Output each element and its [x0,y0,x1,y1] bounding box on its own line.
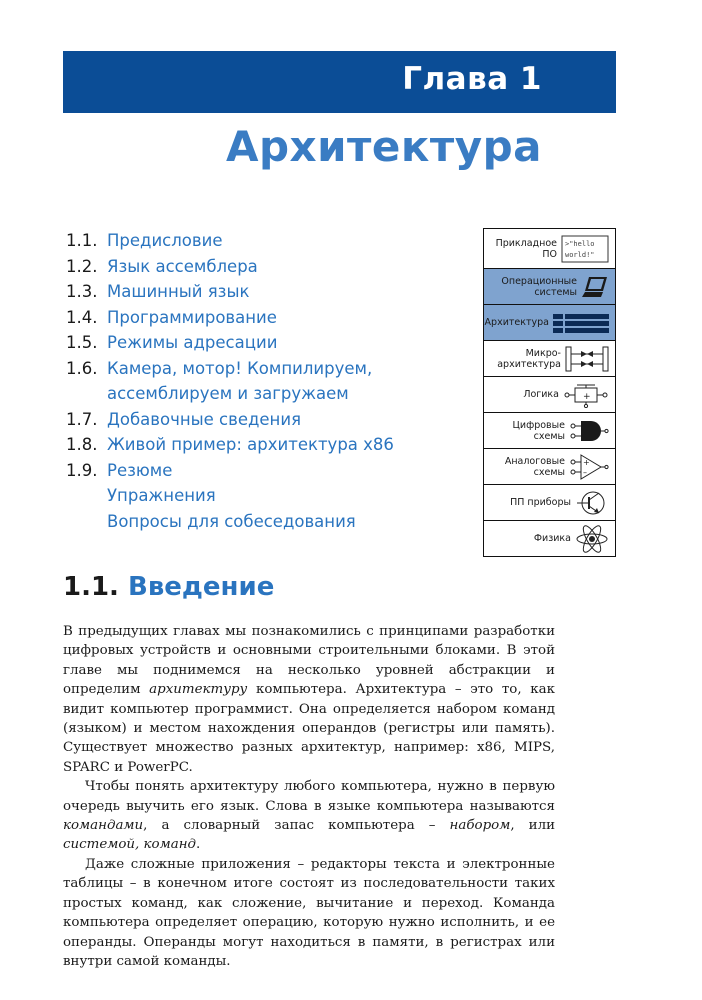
toc-number: 1.7. [66,409,98,429]
section-title: Введение [128,572,275,602]
layer-label: Логика [523,389,559,400]
laptop-icon [581,275,609,299]
toc-number: 1.5. [66,333,98,352]
layer-label: Микро-архитектура [497,347,561,370]
hello-text-line2: world!" [565,250,595,259]
toc-item[interactable] [66,330,466,356]
datapath-icon [565,345,609,373]
section-heading [63,572,274,602]
layer-physics [483,521,616,557]
toc-item[interactable] [66,432,466,458]
table-of-contents [66,228,466,534]
svg-text:+: + [583,391,591,402]
svg-text:+: + [583,457,590,467]
paragraph: В предыдущих главах мы познакомились с принципами разработки цифровых устройств и основными строительными блоками. В этой главе мы поднимемся на несколько уровней абстракции и определим архитектуру компьютера. Архитектура – это то, как видит компьютер программист. Она определяется набором команд (языком) и местом нахождения операндов (регистры или память). Существует множество разных архитектур, например: x86, MIPS, SPARC и PowerPC. [63,624,556,775]
and-gate-icon [569,418,609,444]
toc-label[interactable]: Живой пример: архитектура x86 [107,435,394,454]
layer-analog-circuits [483,449,616,485]
toc-item[interactable] [66,279,466,305]
paragraph: Чтобы понять архитектуру любого компьютера, нужно в первую очередь выучить его язык. Слова в языке компьютера называются командами, а словарный запас компьютера – набором, или системой, команд. [63,779,555,853]
abstraction-stack [483,228,616,557]
toc-label[interactable]: Машинный язык [107,282,250,301]
chapter-banner [63,51,616,113]
layer-operating-systems [483,269,616,305]
layer-application-software [483,228,616,269]
transistor-icon [575,488,609,518]
layer-label: ПП приборы [510,497,571,508]
hello-world-icon [561,235,609,263]
toc-item[interactable] [66,305,466,331]
toc-label[interactable]: Упражнения [107,486,216,505]
toc-item[interactable] [66,407,466,433]
svg-text:–: – [583,467,587,477]
chapter-label: Глава 1 [402,61,542,97]
register-bars-icon [553,312,609,334]
layer-label: Прикладное ПО [495,237,557,260]
toc-label[interactable]: Вопросы для собеседования [107,511,356,531]
toc-item[interactable] [66,509,466,535]
layer-semiconductor-devices [483,485,616,521]
toc-number: 1.8. [66,435,98,454]
layer-digital-circuits [483,413,616,449]
section-number: 1.1. [63,572,119,602]
toc-item[interactable] [66,254,466,280]
layer-logic [483,377,616,413]
toc-number: 1.9. [66,460,98,480]
layer-architecture [483,305,616,341]
chapter-title: Архитектура [225,122,542,171]
layer-label: Физика [533,533,571,544]
body-text [63,622,555,971]
toc-label[interactable]: Камера, мотор! Компилируем, ассемблируем и загружаем [107,358,373,403]
layer-label: Операционные системы [501,275,577,298]
layer-label: Аналоговые схемы [504,455,565,478]
toc-label[interactable]: Предисловие [107,231,223,250]
toc-item[interactable] [66,458,466,484]
toc-number: 1.3. [66,282,98,301]
toc-number [66,483,107,509]
atom-icon [575,524,609,554]
layer-microarchitecture [483,341,616,377]
toc-number: 1.4. [66,307,98,327]
toc-number [66,509,107,535]
hello-text-line1: >"hello [565,239,595,248]
paragraph: Даже сложные приложения – редакторы текста и электронные таблицы – в конечном итоге состоят из последовательности таких простых команд, как сложение, вычитание и переход. Команда компьютера определяет операцию, которую нужно исполнить, и ее операнды. Операнды могут находиться в памяти, в регистрах или внутри самой команды. [63,856,555,969]
toc-label[interactable]: Программирование [107,307,277,327]
toc-item[interactable] [66,228,466,254]
toc-number: 1.1. [66,231,98,250]
toc-item[interactable] [66,356,466,407]
toc-item[interactable] [66,483,466,509]
layer-label: Цифровые схемы [512,419,565,442]
toc-label[interactable]: Режимы адресации [107,333,278,352]
adder-icon [563,382,609,408]
toc-label[interactable]: Язык ассемблера [107,256,258,276]
layer-label: Архитектура [484,317,549,328]
toc-number: 1.6. [66,358,98,378]
toc-number: 1.2. [66,256,98,276]
toc-label[interactable]: Добавочные сведения [107,409,301,429]
toc-label[interactable]: Резюме [107,460,173,480]
amplifier-icon [569,452,609,482]
